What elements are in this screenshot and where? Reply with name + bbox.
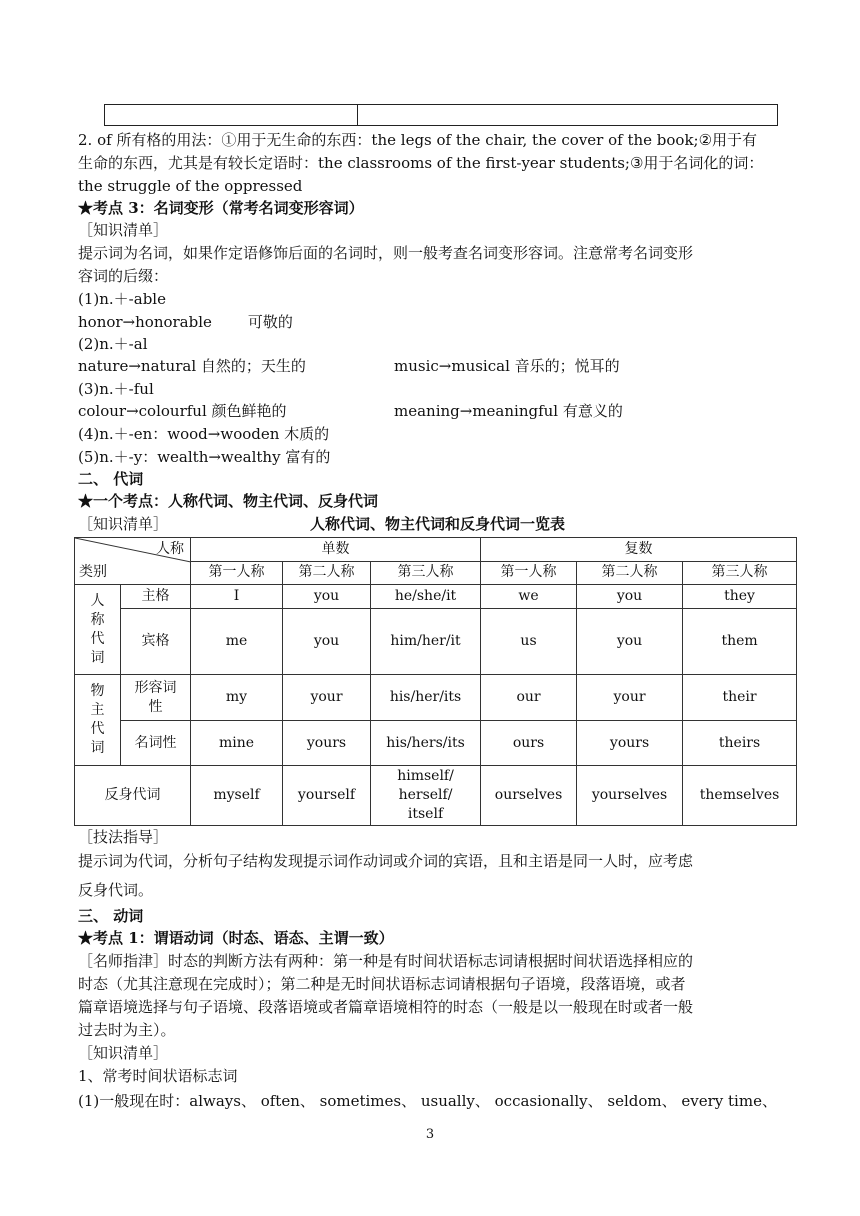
suffix-able: (1)n.＋-able <box>78 290 166 308</box>
point3-heading: ★考点 3：名词变形（常考名词变形容词） <box>78 199 364 217</box>
suffix-able-example: honor→honorable 可敬的 <box>78 313 293 331</box>
suffix-ful-example-b: meaning→meaningful 有意义的 <box>394 402 623 420</box>
page-number: 3 <box>425 1127 435 1142</box>
teacher-line-3: 篇章语境选择与句子语境、段落语境或者篇章语境相符的时态（一般是以一般现在时或者一般 <box>78 998 694 1016</box>
table-cell: you <box>577 609 683 675</box>
table-cell: your <box>283 675 371 721</box>
suffix-ful: (3)n.＋-ful <box>78 380 154 398</box>
suffix-al-example-b: music→musical 音乐的；悦耳的 <box>394 357 620 375</box>
table-cell: your <box>577 675 683 721</box>
subject-label: 主格 <box>121 585 191 609</box>
person-header: 第三人称 <box>371 561 481 585</box>
table-cell: yourself <box>283 766 371 826</box>
table-cell: our <box>481 675 577 721</box>
table-cell: his/hers/its <box>371 721 481 766</box>
suffix-al-example-a: nature→natural 自然的；天生的 <box>78 357 306 375</box>
table-cell: yours <box>283 721 371 766</box>
table-cell: myself <box>191 766 283 826</box>
object-label: 宾格 <box>121 609 191 675</box>
table-cell: theirs <box>683 721 797 766</box>
present-simple-markers: (1)一般现在时：always、 often、 sometimes、 usually、 occasionally、 seldom、 every time、 <box>78 1092 777 1110</box>
point3-intro-2: 容词的后缀： <box>78 267 169 285</box>
table-cell: me <box>191 609 283 675</box>
table-cell: his/her/its <box>371 675 481 721</box>
singular-header: 单数 <box>191 538 481 562</box>
section3-knowledge-label: ［知识清单］ <box>78 1044 169 1062</box>
teacher-line-4: 过去时为主）。 <box>78 1021 176 1039</box>
top-table-remnant <box>104 104 778 126</box>
pronoun-table <box>74 537 797 826</box>
person-header: 第二人称 <box>577 561 683 585</box>
group-personal-pronoun: 人 称 代 词 <box>75 585 121 675</box>
corner-person-label: 人称 <box>156 541 184 557</box>
table-cell: ours <box>481 721 577 766</box>
tips-label: ［技法指导］ <box>78 828 169 846</box>
table-cell: us <box>481 609 577 675</box>
noun-label: 名词性 <box>121 721 191 766</box>
table-title: 人称代词、物主代词和反身代词一览表 <box>310 515 566 533</box>
teacher-line-1: ［名师指津］时态的判断方法有两种：第一种是有时间状语标志词请根据时间状语选择相应的 <box>78 952 694 970</box>
point3-intro-1: 提示词为名词，如果作定语修饰后面的名词时，则一般考查名词变形容词。注意常考名词变形 <box>78 244 694 262</box>
table-cell: you <box>283 585 371 609</box>
table-cell: himself/ herself/ itself <box>371 766 481 826</box>
table-cell: mine <box>191 721 283 766</box>
table-cell: themselves <box>683 766 797 826</box>
adjective-label: 形容词 性 <box>121 675 191 721</box>
person-header: 第三人称 <box>683 561 797 585</box>
of-usage-line-3: the struggle of the oppressed <box>78 177 303 195</box>
point3-knowledge-label: ［知识清单］ <box>78 221 169 239</box>
table-cell: yourselves <box>577 766 683 826</box>
tips-line-1: 提示词为代词，分析句子结构发现提示词作动词或介词的宾语，且和主语是同一人时，应考虑 <box>78 852 694 870</box>
plural-header: 复数 <box>481 538 797 562</box>
section2-point: ★一个考点：人称代词、物主代词、反身代词 <box>78 492 379 510</box>
of-usage-line-1: 2. of 所有格的用法：①用于无生命的东西：the legs of the chair, the cover of the book;②用于有 <box>78 131 758 149</box>
group-possessive-pronoun: 物 主 代 词 <box>75 675 121 766</box>
table-cell: him/her/it <box>371 609 481 675</box>
section2-heading: 二、 代词 <box>78 470 144 488</box>
table-cell: he/she/it <box>371 585 481 609</box>
teacher-line-2: 时态（尤其注意现在完成时）；第二种是无时间状语标志词请根据句子语境，段落语境，或者 <box>78 975 686 993</box>
table-cell: they <box>683 585 797 609</box>
suffix-ful-example-a: colour→colourful 颜色鲜艳的 <box>78 402 287 420</box>
table-cell: I <box>191 585 283 609</box>
table-cell: you <box>283 609 371 675</box>
table-cell: my <box>191 675 283 721</box>
person-header: 第一人称 <box>481 561 577 585</box>
table-corner-cell <box>75 538 191 585</box>
table-cell: ourselves <box>481 766 577 826</box>
time-markers-title: 1、常考时间状语标志词 <box>78 1067 238 1085</box>
section3-point: ★考点 1：谓语动词（时态、语态、主谓一致） <box>78 929 394 947</box>
person-header: 第一人称 <box>191 561 283 585</box>
section3-heading: 三、 动词 <box>78 907 144 925</box>
reflexive-label: 反身代词 <box>75 766 191 826</box>
section2-knowledge-label: ［知识清单］ <box>78 515 169 533</box>
corner-category-label: 类别 <box>79 564 107 580</box>
table-cell: them <box>683 609 797 675</box>
tips-line-2: 反身代词。 <box>78 881 154 899</box>
table-cell: we <box>481 585 577 609</box>
table-cell: their <box>683 675 797 721</box>
suffix-al: (2)n.＋-al <box>78 335 148 353</box>
of-usage-line-2: 生命的东西，尤其是有较长定语时：the classrooms of the first-year students;③用于名词化的词： <box>78 154 764 172</box>
suffix-y: (5)n.＋-y：wealth→wealthy 富有的 <box>78 448 331 466</box>
table-cell: yours <box>577 721 683 766</box>
person-header: 第二人称 <box>283 561 371 585</box>
suffix-en: (4)n.＋-en：wood→wooden 木质的 <box>78 425 330 443</box>
table-cell: you <box>577 585 683 609</box>
